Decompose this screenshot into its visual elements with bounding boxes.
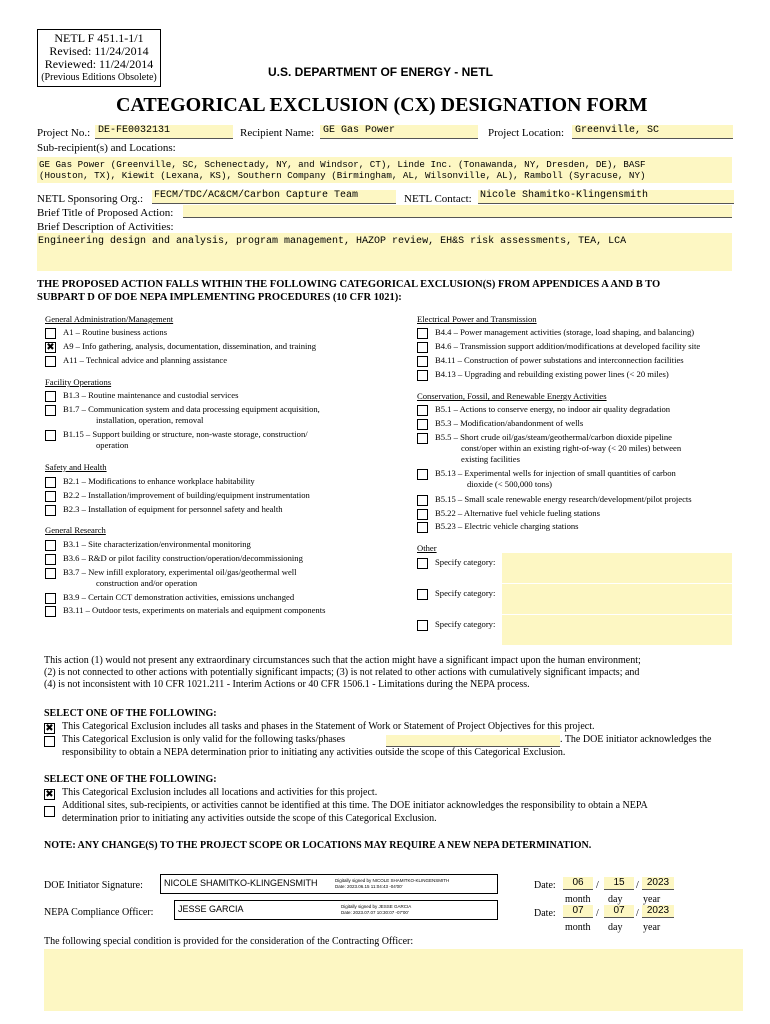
tasks-phases-field[interactable]: [386, 735, 560, 747]
form-revised: Revised: 11/24/2014: [49, 44, 149, 58]
label-b5-5-cont-1: const/oper within an existing right-of-way (< 20 miles) between: [461, 443, 682, 453]
date-2-month[interactable]: 07: [563, 905, 593, 918]
sponsor-field[interactable]: FECM/TDC/AC&CM/Carbon Capture Team: [152, 190, 396, 204]
checkbox-b4-4[interactable]: [417, 328, 428, 339]
subrecipients-label: Sub-recipient(s) and Locations:: [37, 142, 176, 154]
label-b1-15: B1.15 – Support building or structure, non-waste storage, construction/: [63, 429, 308, 439]
checkbox-b3-7[interactable]: [45, 568, 56, 579]
label-b1-3: B1.3 – Routine maintenance and custodial services: [63, 390, 239, 400]
label-b5-22: B5.22 – Alternative fuel vehicle fueling stations: [435, 508, 600, 518]
cx-heading-line-1: THE PROPOSED ACTION FALLS WITHIN THE FOLLOWING CATEGORICAL EXCLUSION(S) FROM APPENDICES A AND B TO: [37, 279, 661, 290]
form-note: (Previous Editions Obsolete): [41, 72, 157, 83]
label-b4-4: B4.4 – Power management activities (storage, load shaping, and balancing): [435, 327, 695, 337]
label-specific-tasks: This Categorical Exclusion is only valid for the following tasks/phases: [62, 734, 346, 745]
checkbox-b1-15[interactable]: [45, 430, 56, 441]
checkbox-other-3[interactable]: [417, 620, 428, 631]
checkbox-specific-tasks[interactable]: [44, 736, 55, 747]
other-category-field-1[interactable]: [502, 553, 732, 583]
label-a9: A9 – Info gathering, analysis, documentation, dissemination, and training: [63, 341, 316, 351]
label-b5-1: B5.1 – Actions to conserve energy, no indoor air quality degradation: [435, 404, 671, 414]
label-b5-5-cont-2: existing facilities: [461, 454, 520, 464]
label-all-tasks: This Categorical Exclusion includes all tasks and phases in the Statement of Work or Statement of Project Objectives for this project.: [62, 721, 595, 732]
checkbox-b2-3[interactable]: [45, 505, 56, 516]
form-number: NETL F 451.1-1/1: [54, 31, 144, 45]
initiator-signature-label: DOE Initiator Signature:: [44, 880, 143, 891]
nepa-officer-signature-name: JESSE GARCIA: [178, 904, 244, 914]
date-1-slash-1: /: [596, 880, 599, 891]
right-group-other: Other: [417, 543, 437, 553]
initiator-signature-field[interactable]: [160, 874, 498, 894]
label-b5-3: B5.3 – Modification/abandonment of wells: [435, 418, 584, 428]
left-group-research: General Research: [45, 525, 106, 535]
location-label: Project Location:: [488, 127, 565, 139]
date-2-day-caption: day: [608, 922, 623, 933]
label-b5-13-cont: dioxide (< 500,000 tons): [467, 479, 553, 489]
date-1-slash-2: /: [636, 880, 639, 891]
checkbox-b2-1[interactable]: [45, 477, 56, 488]
date-2-year[interactable]: 2023: [642, 905, 674, 918]
checkbox-b4-13[interactable]: [417, 370, 428, 381]
initiator-signature-name: NICOLE SHAMITKO-KLINGENSMITH: [164, 878, 318, 888]
label-all-locations: This Categorical Exclusion includes all locations and activities for this project.: [62, 787, 378, 798]
brief-desc-label: Brief Description of Activities:: [37, 221, 174, 233]
form-title: CATEGORICAL EXCLUSION (CX) DESIGNATION FORM: [116, 94, 648, 116]
date-2-year-caption: year: [643, 922, 661, 933]
date-2-day[interactable]: 07: [604, 905, 634, 918]
statement-paragraph: [44, 655, 641, 691]
label-b5-13: B5.13 – Experimental wells for injection of small quantities of carbon: [435, 468, 676, 478]
checkbox-b4-6[interactable]: [417, 342, 428, 353]
checkbox-b3-6[interactable]: [45, 554, 56, 565]
contact-label: NETL Contact:: [404, 193, 472, 205]
statement-line-1: This action (1) would not present any extraordinary circumstances such that the action might have a significant impact upon the human environment;: [44, 655, 641, 666]
label-b4-6: B4.6 – Transmission support addition/modifications at developed facility site: [435, 341, 701, 351]
checkbox-b1-3[interactable]: [45, 391, 56, 402]
initiator-signature-stamp-2: Date: 2023.06.15 11:04:43 -04'00': [335, 884, 403, 889]
label-b3-7: B3.7 – New infill exploratory, experimental oil/gas/geothermal well: [63, 567, 297, 577]
recipient-label: Recipient Name:: [240, 127, 315, 139]
checkbox-b4-11[interactable]: [417, 356, 428, 367]
form-reviewed: Reviewed: 11/24/2014: [44, 57, 154, 71]
checkbox-b3-11[interactable]: [45, 606, 56, 617]
special-condition-label: The following special condition is provided for the consideration of the Contracting Officer:: [44, 936, 414, 947]
recipient-field[interactable]: GE Gas Power: [320, 125, 478, 139]
sponsor-label: NETL Sponsoring Org.:: [37, 193, 144, 205]
location-field[interactable]: Greenville, SC: [572, 125, 733, 139]
nepa-officer-signature-field[interactable]: [174, 900, 498, 920]
date-1-month-caption: month: [565, 894, 591, 905]
checkbox-b2-2[interactable]: [45, 491, 56, 502]
checkbox-b3-1[interactable]: [45, 540, 56, 551]
date-1-year-caption: year: [643, 894, 661, 905]
left-group-facility: Facility Operations: [45, 377, 112, 387]
label-other-2: Specify category:: [435, 588, 496, 598]
other-category-field-3[interactable]: [502, 615, 732, 645]
label-other-1: Specify category:: [435, 557, 496, 567]
special-condition-field[interactable]: [44, 949, 743, 1011]
left-group-admin: General Administration/Management: [45, 314, 174, 324]
subrecipients-line-2: (Houston, TX), Kiewit (Lexana, KS), Southern Company (Birmingham, AL, Wilsonville, AL), Ramboll (Syracuse, NY): [39, 170, 646, 181]
select-one-heading-1: SELECT ONE OF THE FOLLOWING:: [44, 708, 217, 719]
checkbox-a1[interactable]: [45, 328, 56, 339]
project-no-field[interactable]: DE-FE0032131: [95, 125, 233, 139]
form-id-box: [37, 29, 161, 87]
label-b1-7-cont: installation, operation, removal: [96, 415, 204, 425]
label-b5-23: B5.23 – Electric vehicle charging stations: [435, 521, 579, 531]
date-2-slash-2: /: [636, 908, 639, 919]
subrecipients-line-1: GE Gas Power (Greenville, SC, Schenectady, NY, and Windsor, CT), Linde Inc. (Tonawanda, NY, Dresden, DE), BASF: [39, 159, 646, 170]
checkbox-a9[interactable]: ✖: [46, 342, 55, 353]
date-1-day-caption: day: [608, 894, 623, 905]
agency-name: U.S. DEPARTMENT OF ENERGY - NETL: [268, 65, 493, 79]
label-b4-13: B4.13 – Upgrading and rebuilding existing power lines (< 20 miles): [435, 369, 669, 379]
checkbox-b5-1[interactable]: [417, 405, 428, 416]
cx-heading: [37, 278, 660, 304]
date-1-label: Date:: [534, 880, 556, 891]
checkbox-b1-7[interactable]: [45, 405, 56, 416]
checkbox-other-2[interactable]: [417, 589, 428, 600]
checkbox-b5-23[interactable]: [417, 522, 428, 533]
label-b2-3: B2.3 – Installation of equipment for personnel safety and health: [63, 504, 283, 514]
right-group-electrical: Electrical Power and Transmission: [417, 314, 537, 324]
checkbox-b5-5[interactable]: [417, 433, 428, 444]
right-group-conservation: Conservation, Fossil, and Renewable Energy Activities: [417, 391, 607, 401]
subrecipients-field[interactable]: [37, 157, 732, 183]
checkbox-other-1[interactable]: [417, 558, 428, 569]
checkbox-b5-15[interactable]: [417, 495, 428, 506]
label-b1-15-cont: operation: [96, 440, 129, 450]
checkbox-a11[interactable]: [45, 356, 56, 367]
label-other-3: Specify category:: [435, 619, 496, 629]
nepa-officer-signature-stamp-2: Date: 2023.07.07 10:30:07 -07'00': [341, 910, 409, 915]
label-b3-6: B3.6 – R&D or pilot facility construction/operation/decommissioning: [63, 553, 303, 563]
label-b4-11: B4.11 – Construction of power substations and interconnection facilities: [435, 355, 684, 365]
contact-field[interactable]: Nicole Shamitko-Klingensmith: [478, 190, 734, 204]
checkbox-all-locations[interactable]: ✖: [45, 789, 54, 800]
label-b3-1: B3.1 – Site characterization/environmental monitoring: [63, 539, 251, 549]
label-a11: A11 – Technical advice and planning assistance: [63, 355, 228, 365]
label-b3-9: B3.9 – Certain CCT demonstration activities, emissions unchanged: [63, 592, 295, 602]
label-b3-7-cont: construction and/or operation: [96, 578, 198, 588]
checkbox-b5-3[interactable]: [417, 419, 428, 430]
other-category-field-2[interactable]: [502, 584, 732, 614]
initiator-signature-stamp-1: Digitally signed by NICOLE SHAMITKO-KLINGENSMITH: [335, 878, 450, 883]
date-1-year[interactable]: 2023: [642, 877, 674, 890]
checkbox-all-tasks[interactable]: ✖: [45, 723, 54, 734]
label-b2-2: B2.2 – Installation/improvement of building/equipment instrumentation: [63, 490, 310, 500]
label-a1: A1 – Routine business actions: [63, 327, 168, 337]
project-no-label: Project No.:: [37, 127, 91, 139]
statement-line-3: (4) is not inconsistent with 10 CFR 1021.211 - Interim Actions or 40 CFR 1506.1 - Limitations during the NEPA process.: [44, 679, 530, 690]
brief-title-label: Brief Title of Proposed Action:: [37, 207, 174, 219]
label-specific-tasks-cont: . The DOE initiator acknowledges the: [560, 734, 712, 745]
checkbox-b5-13[interactable]: [417, 469, 428, 480]
left-group-safety: Safety and Health: [45, 462, 107, 472]
date-1-day[interactable]: 15: [604, 877, 634, 890]
select-one-heading-2: SELECT ONE OF THE FOLLOWING:: [44, 774, 217, 785]
label-additional-sites-cont: determination prior to initiating any activities outside the scope of this Categorical Exclusion.: [62, 813, 437, 824]
statement-line-2: (2) is not connected to other actions with potentially significant impacts; (3) is not related to other actions with cumulatively significant impacts; and: [44, 667, 640, 678]
brief-desc-field[interactable]: Engineering design and analysis, program management, HAZOP review, EH&S risk assessments, TEA, LCA: [37, 233, 732, 271]
checkbox-additional-sites[interactable]: [44, 806, 55, 817]
label-b3-11: B3.11 – Outdoor tests, experiments on materials and equipment components: [63, 605, 326, 615]
label-additional-sites: Additional sites, sub-recipients, or activities cannot be identified at this time. The DOE initiator acknowledges the responsibility to obtain a NEPA: [62, 800, 648, 811]
nepa-officer-label: NEPA Compliance Officer:: [44, 907, 154, 918]
label-b5-15: B5.15 – Small scale renewable energy research/development/pilot projects: [435, 494, 692, 504]
label-b2-1: B2.1 – Modifications to enhance workplace habitability: [63, 476, 255, 486]
label-specific-tasks-cont-2: responsibility to obtain a NEPA determination prior to initiating any activities outside the scope of this Categorical Exclusion.: [62, 747, 566, 758]
date-2-slash-1: /: [596, 908, 599, 919]
scope-change-note: NOTE: ANY CHANGE(S) TO THE PROJECT SCOPE OR LOCATIONS MAY REQUIRE A NEW NEPA DETERMINATION.: [44, 840, 592, 851]
date-2-label: Date:: [534, 908, 556, 919]
checkbox-b5-22[interactable]: [417, 509, 428, 520]
date-1-month[interactable]: 06: [563, 877, 593, 890]
label-b5-5: B5.5 – Short crude oil/gas/steam/geothermal/carbon dioxide pipeline: [435, 432, 672, 442]
nepa-officer-signature-stamp-1: Digitally signed by JESSE GARCIA: [341, 904, 412, 909]
cx-heading-line-2: SUBPART D OF DOE NEPA IMPLEMENTING PROCEDURES (10 CFR 1021):: [37, 292, 402, 303]
checkbox-b3-9[interactable]: [45, 593, 56, 604]
brief-title-field[interactable]: [183, 205, 732, 218]
label-b1-7: B1.7 – Communication system and data processing equipment acquisition,: [63, 404, 320, 414]
date-2-month-caption: month: [565, 922, 591, 933]
